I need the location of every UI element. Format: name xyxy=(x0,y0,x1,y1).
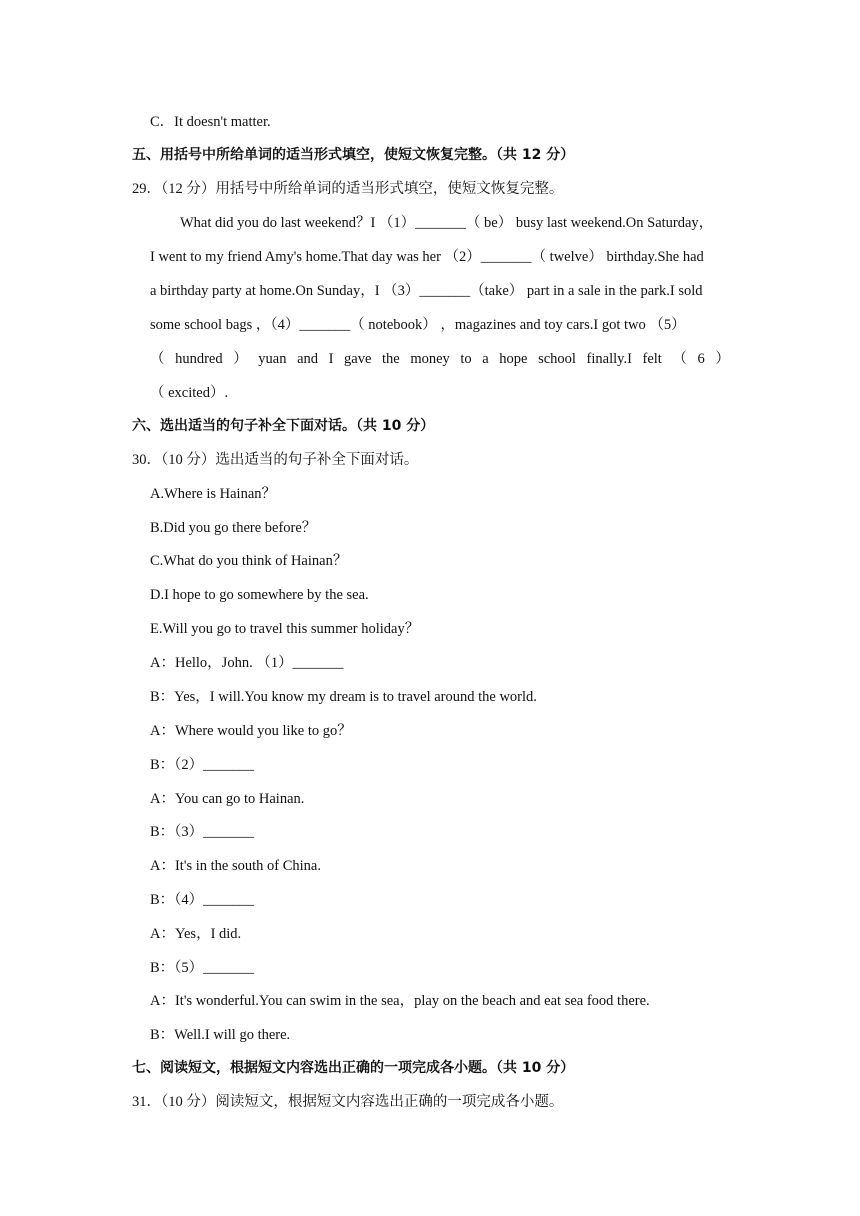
option-c: C.What do you think of Hainan？ xyxy=(150,553,348,569)
question-29: 29．（12 分）用括号中所给单词的适当形式填空，使短文恢复完整。 xyxy=(132,181,564,197)
dialogue-line: B：（5）_______ xyxy=(150,960,254,976)
dialogue-line: A：You can go to Hainan. xyxy=(150,791,305,807)
dialogue-line: A：Where would you like to go？ xyxy=(150,723,352,739)
option-e: E.Will you go to travel this summer holiday？ xyxy=(150,621,420,637)
passage-word: hope xyxy=(499,351,528,367)
passage-line-4: some school bags ，（4）_______（ notebook） ，magazines and toy cars.I got two （5） xyxy=(150,317,686,333)
option-c: C．It doesn't matter. xyxy=(150,114,271,130)
passage-word: 6 xyxy=(697,351,705,367)
dialogue-line: A：It's wonderful.You can swim in the sea，play on the beach and eat sea food there. xyxy=(150,993,650,1009)
passage-word: a xyxy=(482,351,489,367)
passage-word: ） xyxy=(233,351,248,367)
passage-word: gave xyxy=(344,351,372,367)
passage-line-6: （ excited）. xyxy=(150,385,229,401)
passage-word: money xyxy=(410,351,450,367)
passage-word: to xyxy=(460,351,472,367)
dialogue-line: A：Hello，John. （1）_______ xyxy=(150,655,344,671)
passage-word: ） xyxy=(715,351,730,367)
passage-word: felt xyxy=(642,351,662,367)
passage-line-3: a birthday party at home.On Sunday，I （3）_______（take） part in a sale in the park.I sold xyxy=(150,283,703,299)
passage-word: I xyxy=(328,351,334,367)
passage-word: hundred xyxy=(175,351,223,367)
passage-line-2: I went to my friend Amy's home.That day was her （2）_______（ twelve） birthday.She had xyxy=(150,249,704,265)
question-31: 31．（10 分）阅读短文，根据短文内容选出正确的一项完成各小题。 xyxy=(132,1094,564,1110)
passage-word: finally.I xyxy=(586,351,632,367)
option-a: A.Where is Hainan？ xyxy=(150,486,277,502)
dialogue-line: B：Well.I will go there. xyxy=(150,1027,291,1043)
passage-line-5 xyxy=(150,349,730,369)
dialogue-line: B：（2）_______ xyxy=(150,757,254,773)
dialogue-line: A：Yes，I did. xyxy=(150,926,242,942)
dialogue-line: B：Yes，I will.You know my dream is to travel around the world. xyxy=(150,689,537,705)
passage-word: and xyxy=(297,351,319,367)
section-5-heading: 五、用括号中所给单词的适当形式填空，使短文恢复完整。（共 12 分） xyxy=(132,147,575,163)
passage-word: school xyxy=(538,351,576,367)
passage-word: （ xyxy=(150,351,165,367)
passage-word: yuan xyxy=(258,351,287,367)
passage-word: （ xyxy=(672,351,687,367)
passage-word: the xyxy=(382,351,400,367)
dialogue-line: A：It's in the south of China. xyxy=(150,858,321,874)
section-7-heading: 七、阅读短文，根据短文内容选出正确的一项完成各小题。（共 10 分） xyxy=(132,1060,575,1076)
question-30: 30．（10 分）选出适当的句子补全下面对话。 xyxy=(132,452,419,468)
option-d: D.I hope to go somewhere by the sea. xyxy=(150,587,369,603)
dialogue-line: B：（4）_______ xyxy=(150,892,254,908)
passage-line-1: What did you do last weekend？I （1）_______（ be） busy last weekend.On Saturday， xyxy=(180,215,714,231)
section-6-heading: 六、选出适当的句子补全下面对话。（共 10 分） xyxy=(132,418,435,434)
option-b: B.Did you go there before？ xyxy=(150,520,317,536)
dialogue-line: B：（3）_______ xyxy=(150,824,254,840)
